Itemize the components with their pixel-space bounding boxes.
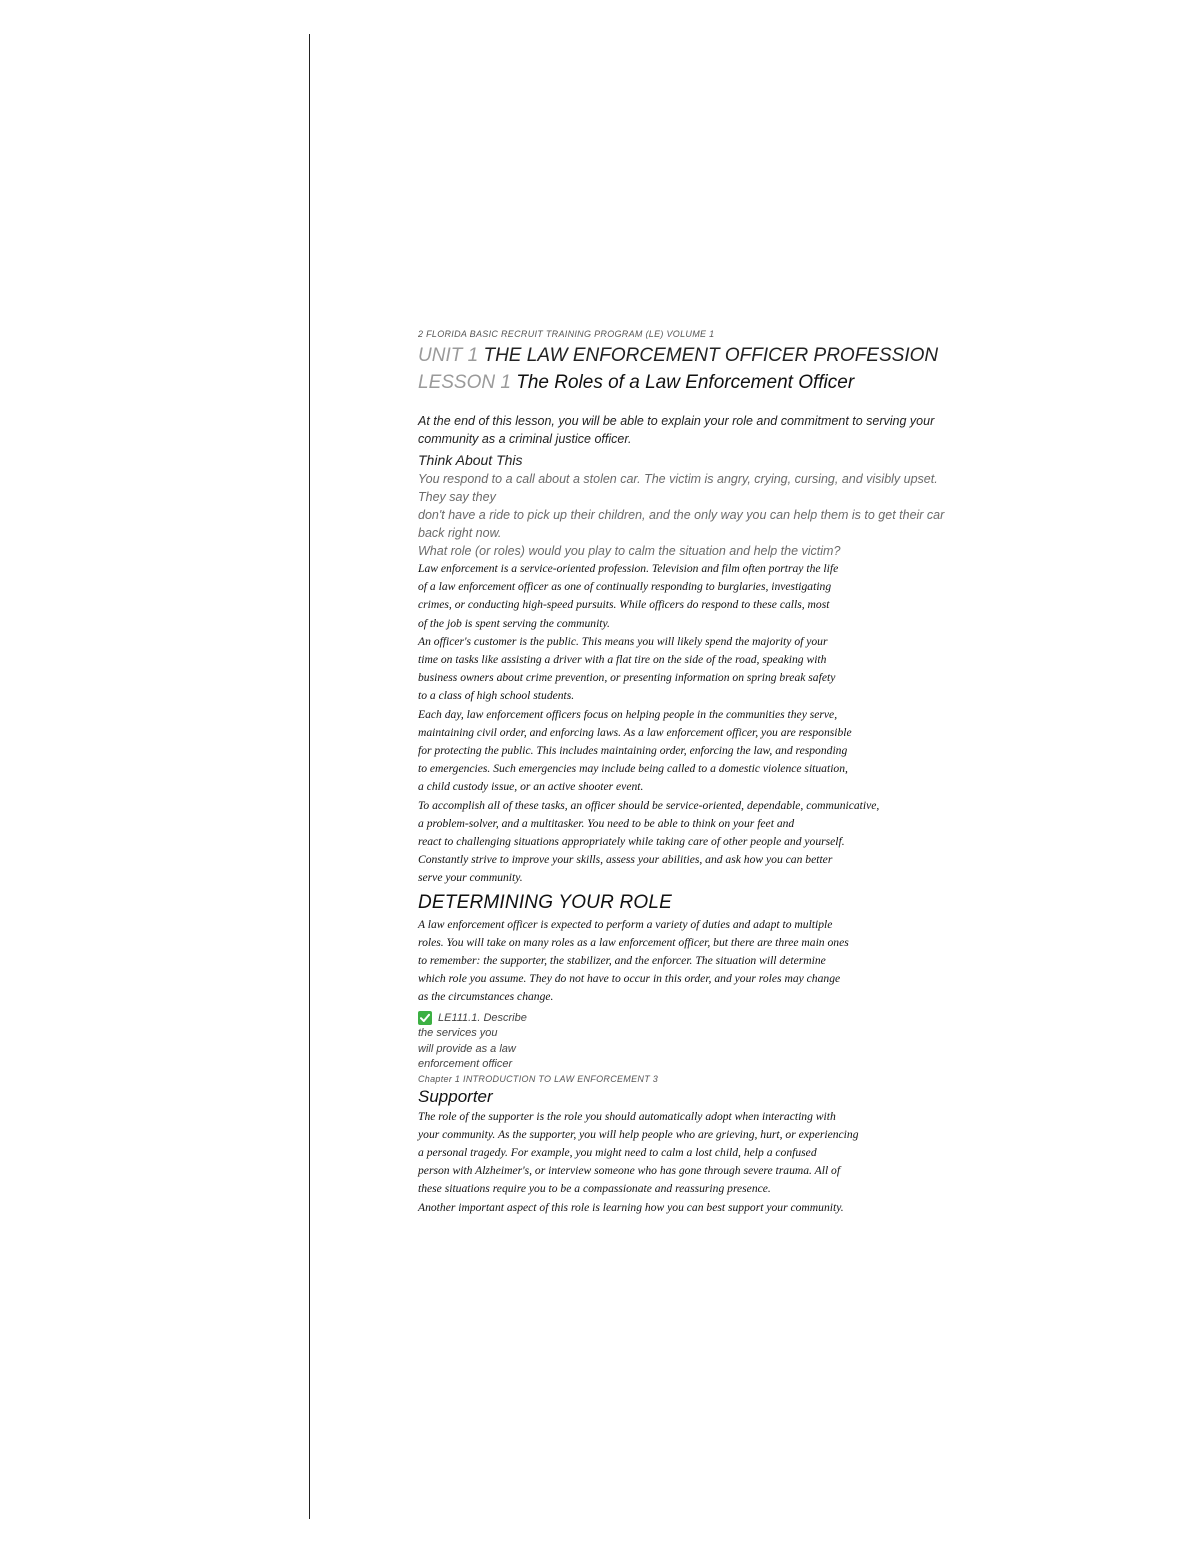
chapter-footer: Chapter 1 INTRODUCTION TO LAW ENFORCEMENT 3: [418, 1073, 659, 1084]
learning-objective-note: [418, 1011, 1068, 1073]
text-line: A law enforcement officer is expected to perform a variety of duties and adapt to multiple: [418, 917, 833, 931]
scenario-line: What role (or roles) would you play to calm the situation and help the victim?: [418, 544, 841, 558]
margin-rule: [309, 34, 310, 1519]
supporter-paragraph: [418, 1108, 1068, 1199]
text-line: of a law enforcement officer as one of continually responding to burglaries, investigating: [418, 580, 832, 594]
supporter-heading: Supporter: [418, 1086, 493, 1106]
text-line: a problem-solver, and a multitasker. You need to be able to think on your feet and: [418, 816, 795, 830]
scenario-line: They say they: [418, 490, 496, 504]
lesson-heading: [418, 369, 1068, 396]
text-line: to remember: the supporter, the stabilizer, and the enforcer. The situation will determine: [418, 954, 826, 968]
scenario-line: back right now.: [418, 526, 502, 540]
lesson-objective: [418, 412, 1068, 448]
text-line: Constantly strive to improve your skills, assess your abilities, and ask how you can better: [418, 853, 833, 867]
text-line: these situations require you to be a compassionate and reassuring presence.: [418, 1182, 771, 1196]
unit-heading: [418, 342, 1068, 369]
text-line: a child custody issue, or an active shooter event.: [418, 780, 644, 794]
text-line: The role of the supporter is the role you should automatically adopt when interacting with: [418, 1109, 836, 1123]
text-line: serve your community.: [418, 871, 523, 885]
objective-note-line: LE111.1. Describe: [438, 1011, 527, 1024]
objective-line: community as a criminal justice officer.: [418, 432, 632, 446]
unit-number: UNIT 1: [418, 345, 479, 366]
unit-title: THE LAW ENFORCEMENT OFFICER PROFESSION: [483, 345, 939, 366]
text-line: for protecting the public. This includes maintaining order, enforcing the law, and responding: [418, 744, 848, 758]
text-line: of the job is spent serving the community.: [418, 616, 610, 630]
text-line: to emergencies. Such emergencies may include being called to a domestic violence situation,: [418, 762, 848, 776]
text-line: which role you assume. They do not have to occur in this order, and your roles may change: [418, 972, 841, 986]
scenario-line: You respond to a call about a stolen car. The victim is angry, crying, cursing, and visibly upset.: [418, 472, 938, 486]
section-paragraph: [418, 916, 1068, 1007]
objective-note-line: enforcement officer: [418, 1058, 513, 1071]
text-line: your community. As the supporter, you will help people who are grieving, hurt, or experiencing: [418, 1127, 859, 1141]
body-paragraph: [418, 560, 1068, 633]
body-paragraph: [418, 633, 1068, 706]
section-heading: DETERMINING YOUR ROLE: [418, 891, 673, 913]
lesson-number: LESSON 1: [418, 372, 511, 393]
text-line: to a class of high school students.: [418, 689, 575, 703]
text-line: maintaining civil order, and enforcing laws. As a law enforcement officer, you are responsible: [418, 725, 852, 739]
text-line: Another important aspect of this role is learning how you can best support your community.: [418, 1200, 844, 1214]
page-content: [418, 328, 1068, 1217]
text-line: crimes, or conducting high-speed pursuits. While officers do respond to these calls, most: [418, 598, 830, 612]
text-line: business owners about crime prevention, or presenting information on spring break safety: [418, 671, 836, 685]
objective-note-line: will provide as a law: [418, 1042, 516, 1055]
think-about-this-scenario: [418, 470, 1068, 560]
body-paragraph: [418, 797, 1068, 888]
checkmark-icon: [418, 1011, 432, 1025]
text-line: react to challenging situations appropriately while taking care of other people and yourself.: [418, 835, 845, 849]
think-about-this-heading: Think About This: [418, 452, 523, 468]
body-paragraph: [418, 706, 1068, 797]
text-line: roles. You will take on many roles as a law enforcement officer, but there are three main ones: [418, 935, 849, 949]
text-line: Each day, law enforcement officers focus on helping people in the communities they serve,: [418, 707, 838, 721]
text-line: a personal tragedy. For example, you might need to calm a lost child, help a confused: [418, 1146, 817, 1160]
text-line: person with Alzheimer's, or interview someone who has gone through severe trauma. All of: [418, 1164, 841, 1178]
lesson-title: The Roles of a Law Enforcement Officer: [516, 372, 855, 393]
text-line: as the circumstances change.: [418, 990, 554, 1004]
text-line: To accomplish all of these tasks, an officer should be service-oriented, dependable, communicative,: [418, 798, 880, 812]
scenario-line: don't have a ride to pick up their children, and the only way you can help them is to get their car: [418, 508, 945, 522]
objective-line: At the end of this lesson, you will be able to explain your role and commitment to serving your: [418, 414, 935, 428]
running-head: 2 FLORIDA BASIC RECRUIT TRAINING PROGRAM (LE) VOLUME 1: [418, 329, 715, 339]
text-line: An officer's customer is the public. This means you will likely spend the majority of your: [418, 634, 828, 648]
supporter-paragraph: [418, 1199, 1068, 1217]
text-line: Law enforcement is a service-oriented profession. Television and film often portray the life: [418, 562, 839, 575]
objective-note-line: the services you: [418, 1027, 498, 1040]
text-line: time on tasks like assisting a driver with a flat tire on the side of the road, speaking with: [418, 653, 827, 667]
